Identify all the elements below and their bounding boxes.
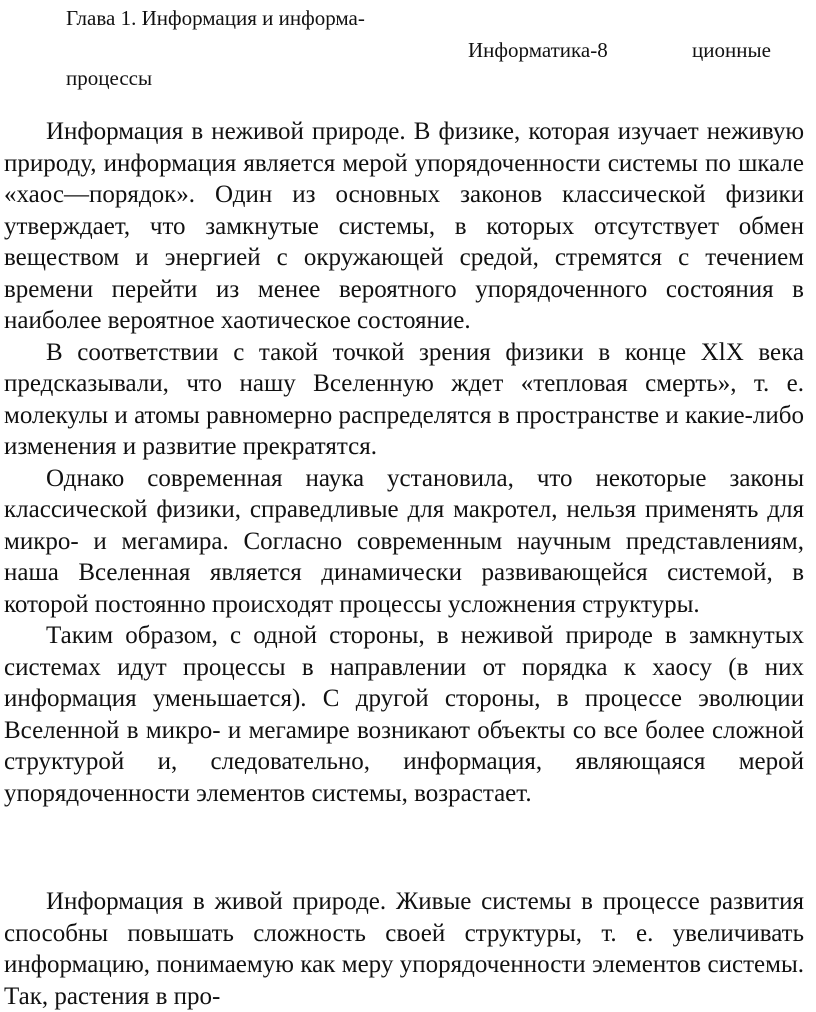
section-inanimate-nature — [4, 116, 804, 809]
paragraph: Таким образом, с одной стороны, в неживой природе в замкнутых системах идут процессы в направлении от порядка к хаосу (в них информация уменьшается). С другой стороны, в процессе эволюции Вселенной в микро- и мегамире возникают объекты со все более сложной структурой и, следовательно, информация, являющаяся мерой упорядоченности элементов системы, возрастает. — [4, 622, 804, 807]
paragraph: В соответствии с такой точкой зрения физики в конце XlX века предсказывали, что нашу Вселенную ждет «тепловая смерть», т. е. молекулы и атомы равномерно распределятся в пространстве и какие-либо изменения и развитие прекратятся. — [4, 338, 804, 460]
running-header-course: Информатика-8 — [468, 38, 608, 62]
paragraph: Однако современная наука установила, что некоторые законы классической физики, справедливые для макротел, нельзя применять для микро- и мегамира. Согласно современным научным представлениям, наша Вселенная является динамически развивающейся системой, в которой постоянно происходят процессы усложнения структуры. — [4, 464, 804, 618]
running-header-chapter-continued: ционные — [692, 38, 771, 62]
section-living-nature — [4, 886, 804, 1012]
paragraph: Информация в неживой природе. В физике, которая изучает неживую природу, информация является мерой упорядоченности системы по шкале «хаос—порядок». Один из основных законов классической физики утверждает, что замкнутые системы, в которых отсутствует обмен веществом и энергией с окружающей средой, стремятся с течением времени перейти из менее вероятного упорядоченного состояния в наиболее вероятное хаотическое состояние. — [4, 118, 804, 334]
running-header-chapter-end: процессы — [66, 66, 153, 90]
paragraph: Информация в живой природе. Живые системы в процессе развития способны повышать сложность своей структуры, т. е. увеличивать информацию, понимаемую как меру упорядоченности элементов системы. Так, растения в про- — [4, 888, 804, 1010]
running-header-chapter: Глава 1. Информация и информа- — [66, 6, 365, 30]
